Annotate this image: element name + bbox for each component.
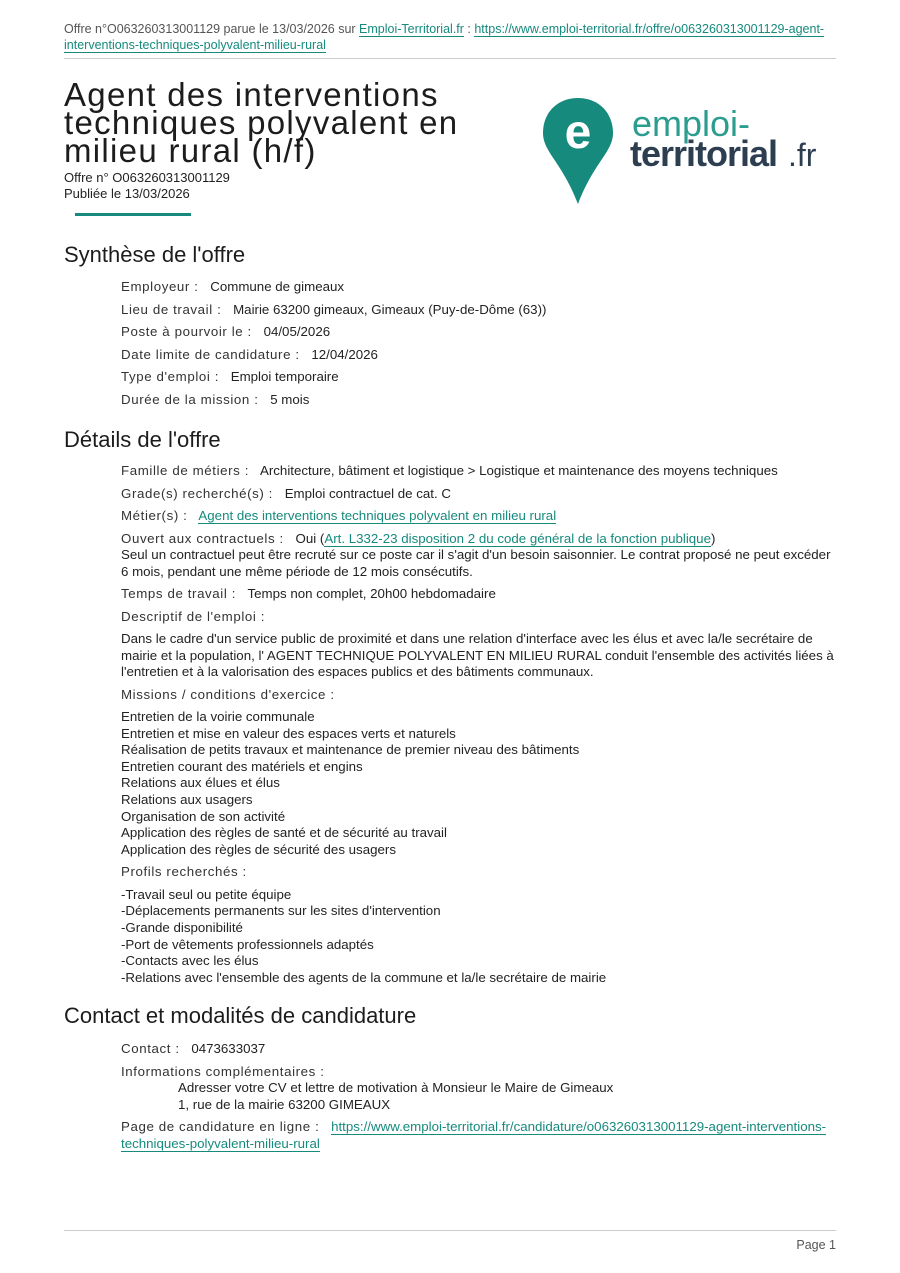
list-item: -Port de vêtements professionnels adaptés: [121, 936, 374, 952]
application-link[interactable]: https://www.emploi-territorial.fr/candidature/o063260313001129-agent-interventions-techniques-polyvalent-milieu-rural: [121, 1119, 827, 1151]
metier-row: [121, 508, 836, 525]
list-item: -Déplacements permanents sur les sites d'intervention: [121, 903, 441, 919]
label: Page de candidature en ligne :: [121, 1119, 320, 1134]
top-divider: [64, 58, 836, 59]
accent-bar: [75, 213, 191, 216]
contact-section: [121, 1041, 836, 1158]
info-line: 1, rue de la mairie 63200 GIMEAUX: [178, 1096, 391, 1112]
page-title: Agent des interventions techniques polyvalent en milieu rural (h/f): [64, 76, 459, 169]
label: Poste à pourvoir le :: [121, 324, 252, 339]
list-item: Relations aux élues et élus: [121, 775, 280, 791]
list-item: Organisation de son activité: [121, 808, 286, 824]
details-section: [121, 463, 836, 992]
source-line: [64, 21, 836, 53]
label: Contact :: [121, 1041, 180, 1056]
list-item: Entretien et mise en valeur des espaces verts et naturels: [121, 725, 456, 741]
list-item: Relations aux usagers: [121, 791, 253, 807]
label: Famille de métiers :: [121, 463, 250, 478]
job-type-row: [121, 369, 836, 386]
list-item: -Contacts avec les élus: [121, 953, 259, 969]
location-row: [121, 302, 836, 319]
synthese-heading: Synthèse de l'offre: [64, 242, 246, 267]
label: Date limite de candidature :: [121, 346, 300, 362]
value: Oui (: [295, 530, 325, 546]
profils-list: [121, 887, 836, 987]
list-item: Entretien de la voirie communale: [121, 709, 315, 724]
published-date: Publiée le 13/03/2026: [64, 186, 190, 201]
value: Emploi contractuel de cat. C: [284, 485, 451, 501]
value: Architecture, bâtiment et logistique > Logistique et maintenance des moyens techniques: [259, 463, 778, 478]
value: 04/05/2026: [263, 324, 331, 339]
list-item: Entretien courant des matériels et engins: [121, 758, 363, 774]
source-sep: :: [463, 22, 475, 36]
label: Métier(s) :: [121, 508, 188, 523]
value: 5 mois: [270, 391, 310, 407]
svg-text:.fr: .fr: [788, 137, 817, 173]
emploi-territorial-logo: [540, 96, 830, 209]
offer-meta: [64, 170, 230, 202]
missions-label: Missions / conditions d'exercice :: [121, 686, 335, 702]
paren: ): [710, 530, 716, 546]
value: Commune de gimeaux: [210, 279, 345, 294]
contract-note: Seul un contractuel peut être recruté sur ce poste car il s'agit d'un besoin saisonnier. Le contrat proposé ne peut excéder 6 mois, pendant une même période de 12 mois consécutifs.: [121, 547, 831, 579]
descriptif-label: Descriptif de l'emploi :: [121, 608, 266, 624]
descriptif-text: Dans le cadre d'un service public de proximité et dans une relation d'interface avec les élus et avec la/le secrétaire de mairie et la population, l' AGENT TECHNIQUE POLYVALENT EN MILIEU RURAL conduit l'ensemble des activités liées à l'entretien et à la valorisation des espaces publics et des bâtiments communaux.: [121, 631, 834, 679]
value: Temps non complet, 20h00 hebdomadaire: [247, 586, 496, 601]
list-item: Application des règles de sécurité des usagers: [121, 841, 396, 857]
label: Grade(s) recherché(s) :: [121, 485, 273, 501]
info-row: [121, 1064, 836, 1114]
contact-row: [121, 1041, 836, 1058]
list-item: -Travail seul ou petite équipe: [121, 886, 292, 902]
label: Ouvert aux contractuels :: [121, 530, 284, 546]
list-item: -Relations avec l'ensemble des agents de la commune et la/le secrétaire de mairie: [121, 969, 607, 985]
value: 12/04/2026: [311, 346, 378, 362]
employer-row: [121, 279, 836, 296]
phone-number: 0473633037: [191, 1041, 266, 1056]
site-link[interactable]: Emploi-Territorial.fr: [359, 22, 464, 36]
list-item: -Grande disponibilité: [121, 920, 243, 936]
value: Emploi temporaire: [230, 369, 339, 384]
label: Lieu de travail :: [121, 301, 222, 317]
contact-heading: Contact et modalités de candidature: [64, 1003, 417, 1028]
list-item: Application des règles de santé et de sécurité au travail: [121, 825, 447, 841]
label: Employeur :: [121, 279, 199, 294]
label: Informations complémentaires :: [121, 1063, 325, 1079]
offer-number: Offre n° O063260313001129: [64, 170, 230, 185]
svg-text:emploi-: emploi-: [632, 103, 751, 144]
deadline-row: [121, 347, 836, 364]
law-article-link[interactable]: Art. L332-23 disposition 2 du code général de la fonction publique: [324, 530, 711, 546]
duration-row: [121, 392, 836, 409]
label: Durée de la mission :: [121, 391, 259, 407]
start-date-row: [121, 324, 836, 341]
grade-row: [121, 486, 836, 503]
label: Temps de travail :: [121, 586, 236, 601]
svg-text:territorial: territorial: [630, 133, 778, 174]
temps-row: [121, 586, 836, 603]
metier-link[interactable]: Agent des interventions techniques polyvalent en milieu rural: [198, 508, 557, 523]
label: Type d'emploi :: [121, 369, 220, 384]
synthese-section: [121, 279, 836, 414]
info-line: Adresser votre CV et lettre de motivation à Monsieur le Maire de Gimeaux: [178, 1080, 614, 1095]
famille-row: [121, 463, 836, 480]
contract-row: [121, 531, 836, 581]
profils-label: Profils recherchés :: [121, 864, 247, 880]
source-prefix: Offre n°O063260313001129 parue le 13/03/2026 sur: [64, 22, 360, 36]
offer-url-link[interactable]: https://www.emploi-territorial.fr/offre/o063260313001129-agent-interventions-techniques-polyvalent-milieu-rural: [64, 22, 825, 52]
page-number: Page 1: [796, 1238, 836, 1252]
bottom-divider: [64, 1230, 836, 1231]
online-row: [121, 1119, 836, 1152]
svg-text:e: e: [564, 106, 592, 159]
details-heading: Détails de l'offre: [64, 427, 221, 452]
value: Mairie 63200 gimeaux, Gimeaux (Puy-de-Dôme (63)): [233, 301, 547, 317]
missions-list: [121, 709, 836, 858]
list-item: Réalisation de petits travaux et maintenance de premier niveau des bâtiments: [121, 742, 580, 758]
